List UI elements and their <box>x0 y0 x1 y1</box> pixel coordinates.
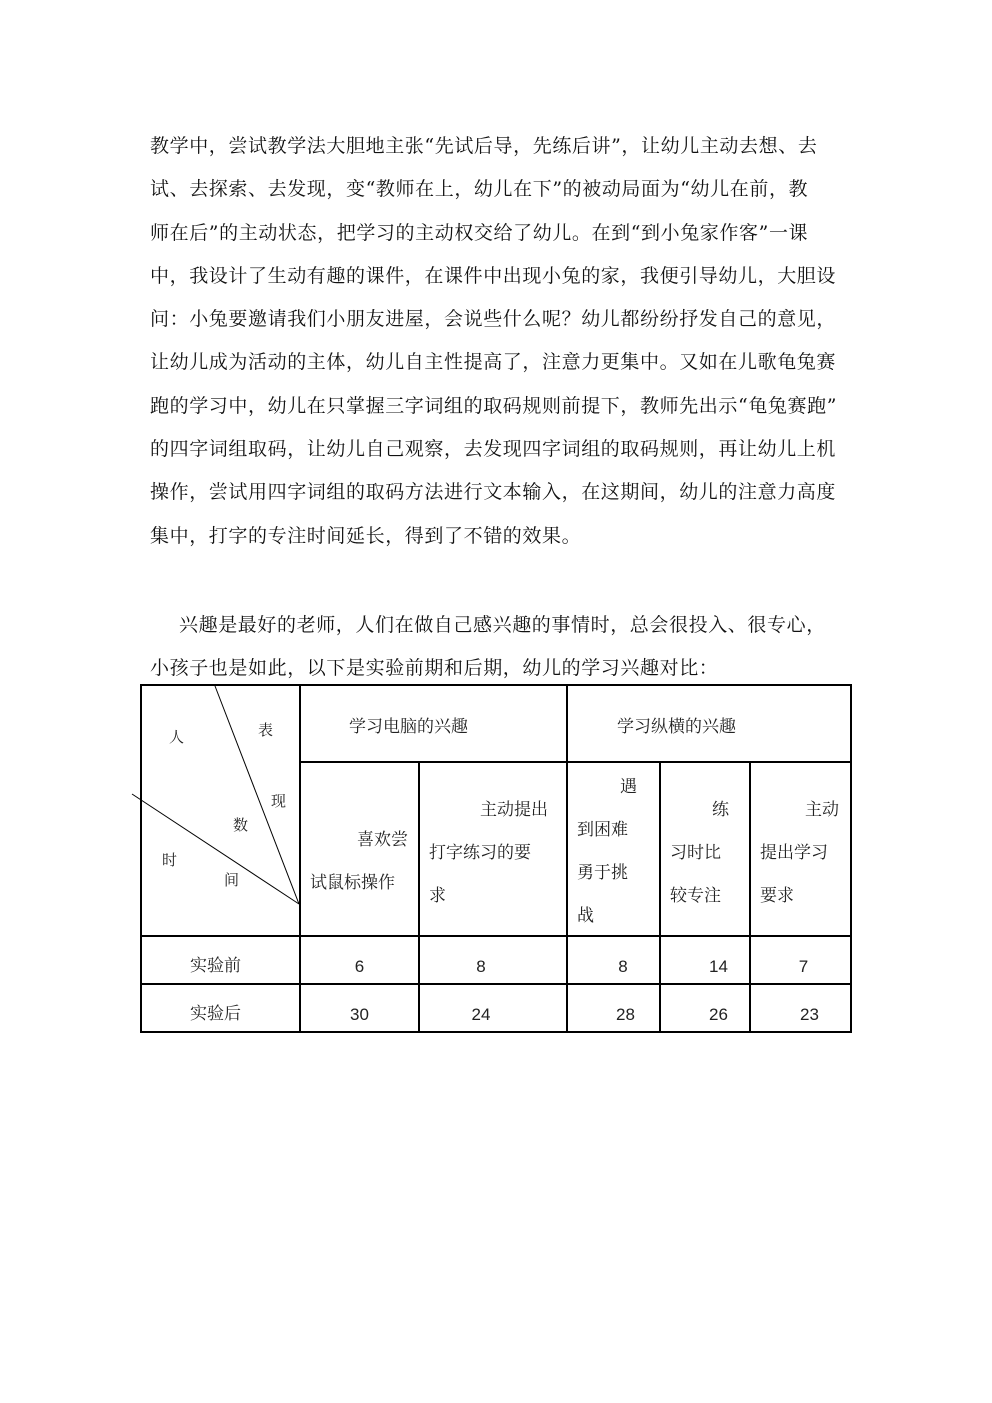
header-line: 到困难 <box>577 820 628 840</box>
column-header-challenge <box>568 764 659 935</box>
cell-value: 30 <box>350 1005 369 1024</box>
column-header-focus <box>661 764 749 935</box>
text-line: 师在后”的主动状态，把学习的主动权交给了幼儿。在到“到小兔家作客”一课 <box>150 221 809 244</box>
header-line: 试鼠标操作 <box>310 873 395 893</box>
text-line: 跑的学习中，幼儿在只掌握三字词组的取码规则前提下，教师先出示“龟兔赛跑” <box>150 394 838 417</box>
row-label-after: 实验后 <box>190 1004 241 1024</box>
text-line: 问：小兔要邀请我们小朋友进屋，会说些什么呢？幼儿都纷纷抒发自己的意见， <box>150 308 837 331</box>
text-line: 的四字词组取码，让幼儿自己观察，去发现四字词组的取码规则，再让幼儿上机 <box>150 438 837 461</box>
paragraph-interest <box>150 604 850 691</box>
text-line: 让幼儿成为活动的主体，幼儿自主性提高了，注意力更集中。又如在儿歌龟兔赛 <box>150 351 837 374</box>
cell-value: 8 <box>476 957 486 976</box>
corner-label-shi: 时 <box>162 851 178 869</box>
corner-label-shu: 数 <box>233 816 249 834</box>
row-label-before: 实验前 <box>190 956 241 976</box>
column-header-typing <box>420 764 566 935</box>
cell-value: 23 <box>800 1005 819 1024</box>
header-line: 喜欢尝 <box>357 830 408 850</box>
header-line: 习时比 <box>670 843 721 863</box>
header-line: 战 <box>577 906 594 926</box>
header-line: 求 <box>429 886 446 906</box>
header-line: 主动 <box>805 800 839 820</box>
corner-diagonal-lines <box>130 684 305 939</box>
table-border-right <box>850 684 852 1033</box>
corner-label-ren: 人 <box>169 728 185 746</box>
cell-value: 24 <box>471 1005 491 1024</box>
cell-value: 14 <box>709 957 728 976</box>
text-line: 操作，尝试用四字词组的取码方法进行文本输入，在这期间，幼儿的注意力高度 <box>150 481 837 504</box>
text-line: 兴趣是最好的老师，人们在做自己感兴趣的事情时，总会很投入、很专心， <box>179 614 826 636</box>
header-line: 练 <box>712 800 729 820</box>
column-header-mouse <box>301 764 418 935</box>
header-line: 勇于挑 <box>577 863 628 883</box>
text-line: 教学中，尝试教学法大胆地主张“先试后导，先练后讲”，让幼儿主动去想、去 <box>150 135 818 157</box>
table-border-bottom <box>140 1031 852 1033</box>
header-line: 打字练习的要 <box>429 843 531 863</box>
header-line: 较专注 <box>670 886 721 906</box>
text-line: 集中，打字的专注时间延长，得到了不错的效果。 <box>150 524 582 547</box>
paragraph-teaching-method <box>150 125 850 558</box>
table-rule <box>140 983 852 985</box>
cell-value: 6 <box>354 957 365 976</box>
text-line: 试、去探索、去发现，变“教师在上，幼儿在下”的被动局面为“幼儿在前，教 <box>150 178 809 201</box>
group-header-zongheng: 学习纵横的兴趣 <box>617 717 736 737</box>
header-line: 遇 <box>620 777 637 797</box>
interest-comparison-table <box>140 684 852 1033</box>
header-line: 提出学习 <box>760 843 828 863</box>
text-line: 小孩子也是如此，以下是实验前期和后期，幼儿的学习兴趣对比： <box>150 657 719 680</box>
cell-value: 26 <box>709 1005 728 1024</box>
column-header-request <box>751 764 850 935</box>
text-line: 中，我设计了生动有趣的课件，在课件中出现小兔的家，我便引导幼儿，大胆设 <box>150 264 837 287</box>
cell-value: 8 <box>618 957 628 976</box>
corner-label-biao: 表 <box>258 721 274 739</box>
table-rule <box>299 761 852 763</box>
cell-value: 28 <box>616 1005 635 1024</box>
corner-label-jian: 间 <box>224 871 240 889</box>
header-line: 主动提出 <box>480 800 548 820</box>
header-line: 要求 <box>760 886 794 906</box>
corner-label-xian: 现 <box>271 792 287 810</box>
cell-value: 7 <box>798 957 809 976</box>
group-header-computer: 学习电脑的兴趣 <box>349 717 468 737</box>
